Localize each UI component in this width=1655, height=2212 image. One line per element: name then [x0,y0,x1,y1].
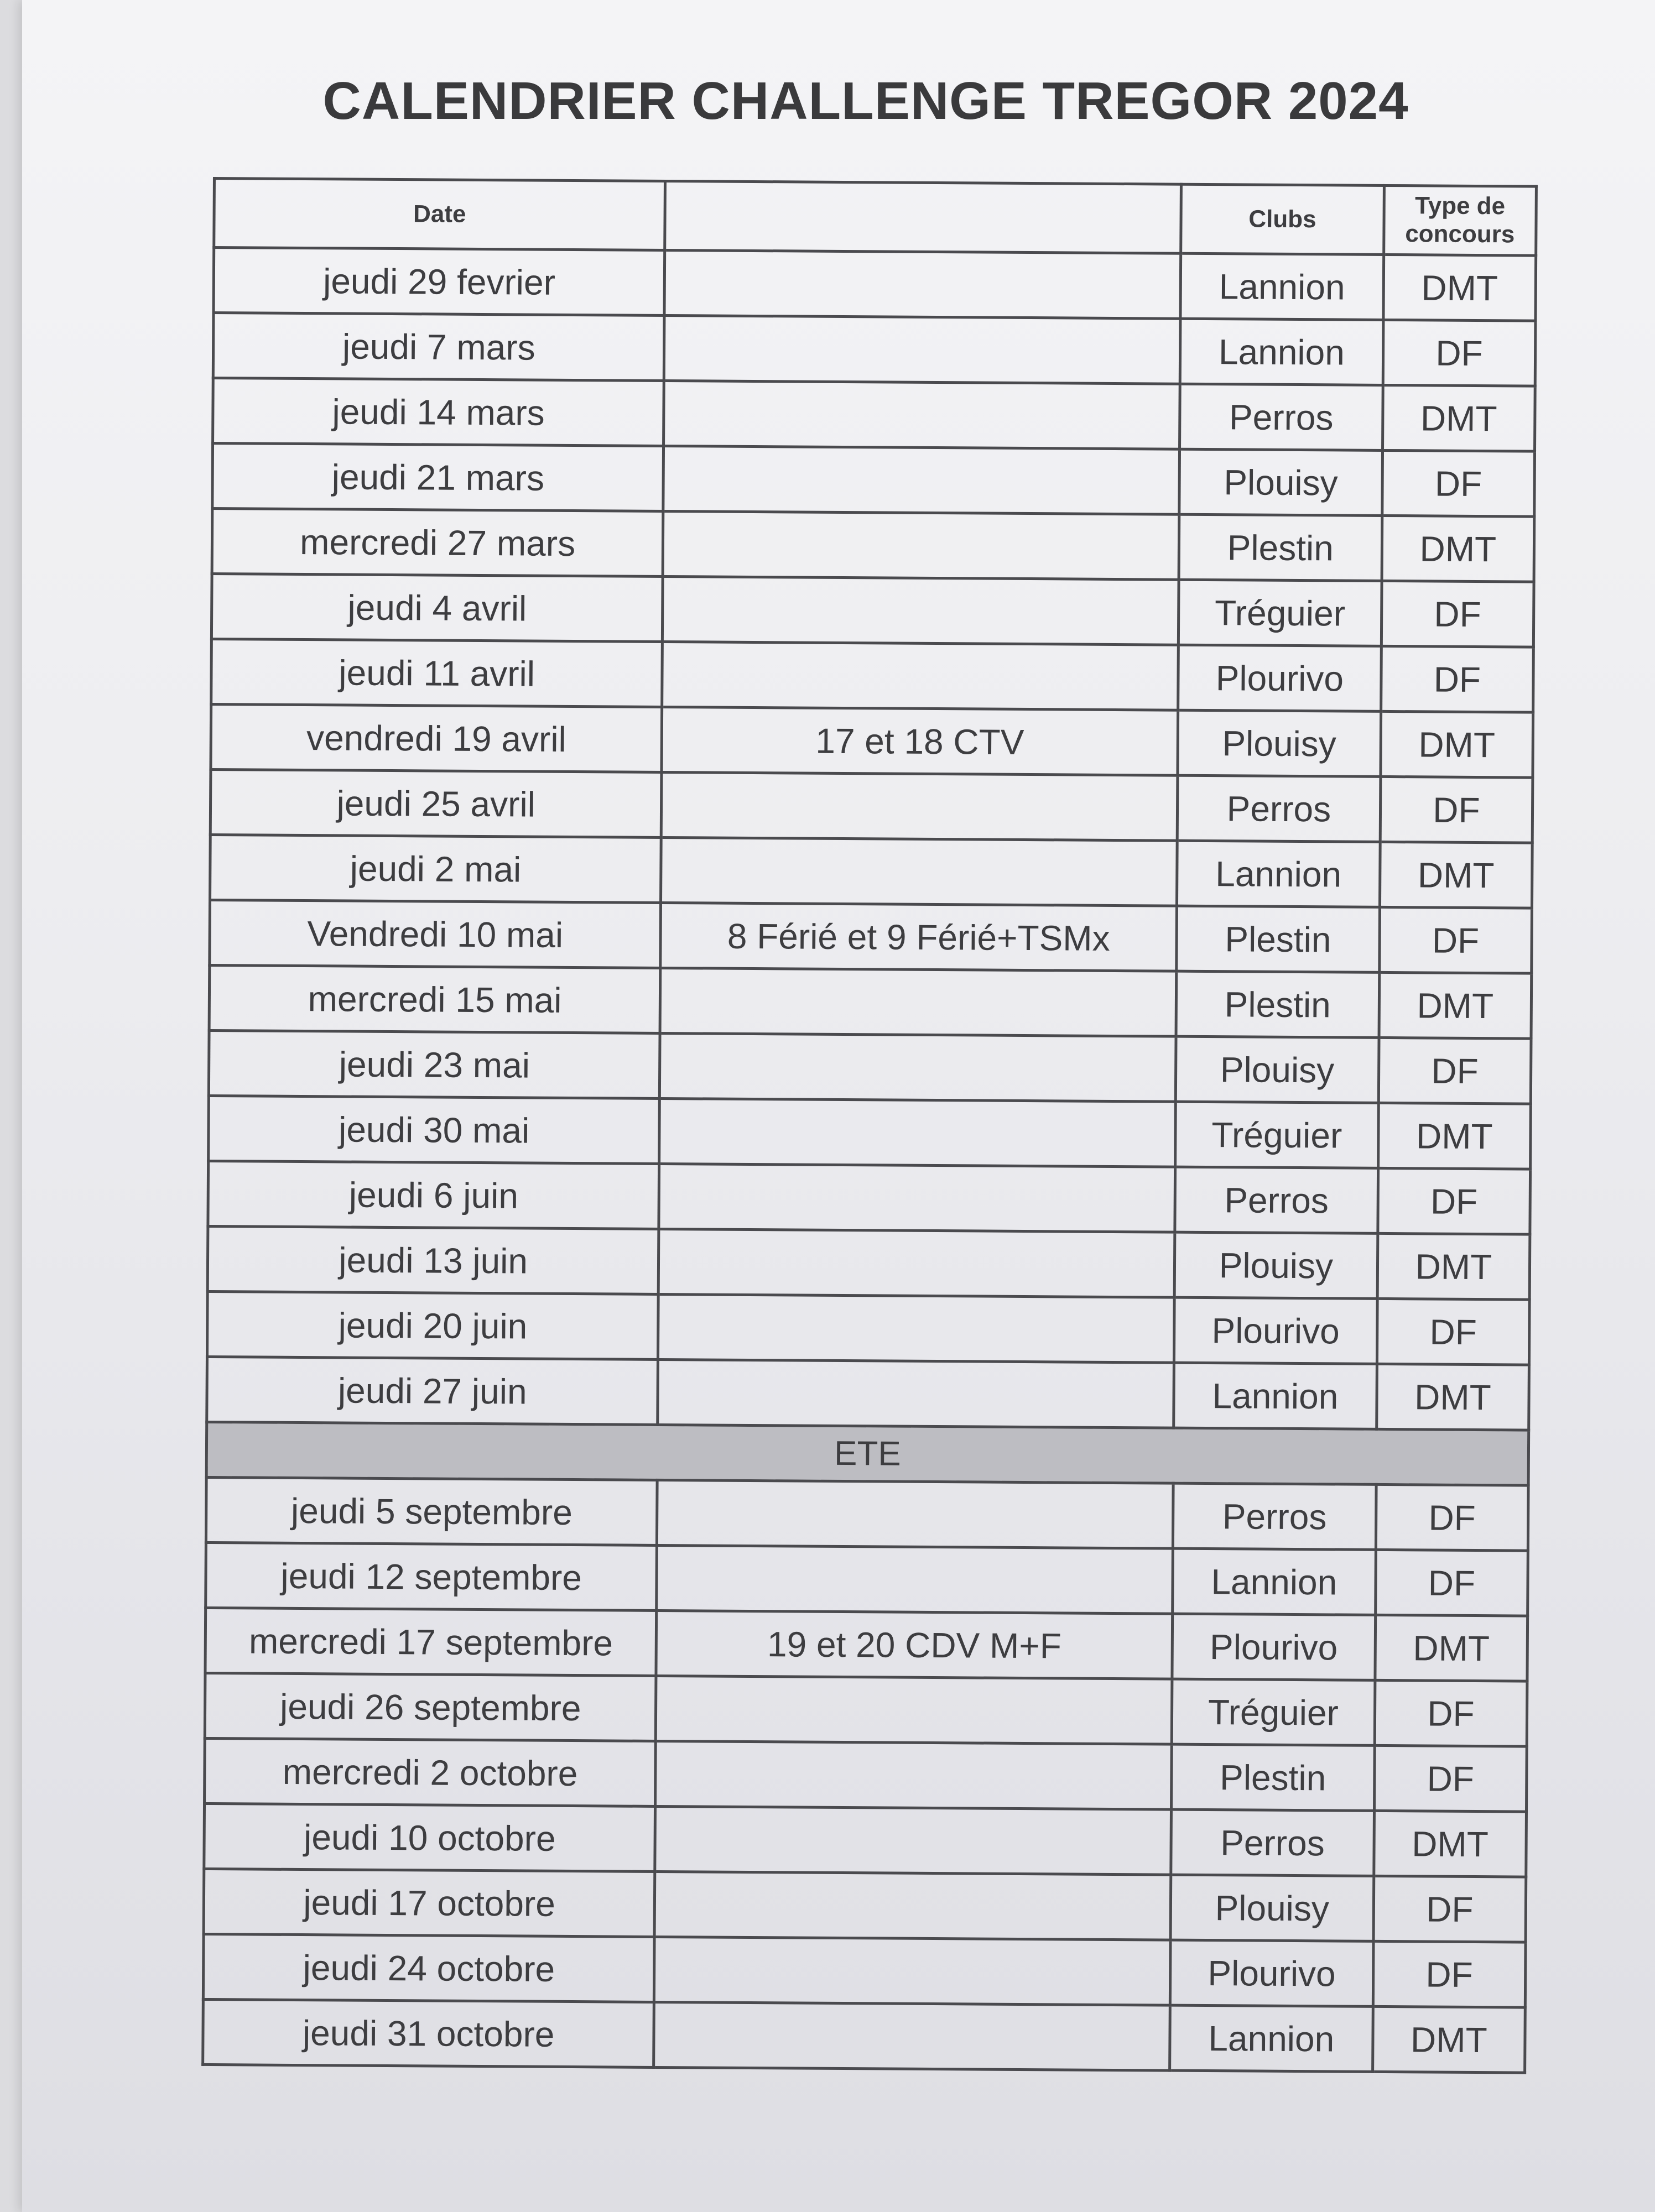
cell-club: Plourivo [1172,1614,1376,1680]
cell-note [658,1359,1174,1428]
cell-date: jeudi 12 septembre [206,1542,657,1610]
calendar-body [203,248,1536,2073]
cell-note [657,1545,1173,1614]
cell-club: Plouisy [1170,1875,1374,1941]
table-row [209,1030,1531,1104]
cell-type: DF [1378,1037,1531,1104]
cell-club: Perros [1173,1483,1376,1550]
cell-date: jeudi 31 octobre [203,1999,654,2067]
cell-club: Lannion [1180,319,1383,385]
table-row [206,1477,1528,1551]
cell-club: Plouisy [1178,710,1381,776]
cell-note [659,1098,1175,1167]
cell-date: jeudi 20 juin [207,1291,658,1359]
cell-note [664,315,1180,384]
cell-date: jeudi 7 mars [213,313,664,381]
cell-date: mercredi 27 mars [212,509,663,577]
table-row [206,1542,1528,1616]
cell-club: Plouisy [1175,1036,1379,1103]
cell-note [659,1164,1175,1232]
table-row [205,1608,1528,1681]
table-row [211,639,1534,712]
cell-type: DF [1373,1876,1526,1942]
cell-date: jeudi 6 juin [208,1161,659,1229]
cell-date: mercredi 15 mai [209,965,660,1033]
cell-note [663,446,1179,514]
table-row [211,574,1534,648]
cell-club: Lannion [1180,253,1384,320]
table-row [208,1161,1531,1234]
cell-date: mercredi 17 septembre [205,1608,657,1676]
cell-date: jeudi 29 fevrier [214,248,665,316]
table-row [214,248,1536,321]
cell-type: DF [1381,581,1534,647]
table-row [210,900,1532,973]
cell-club: Plestin [1177,906,1380,972]
table-row [205,1673,1527,1746]
cell-club: Plourivo [1178,645,1382,711]
cell-type: DMT [1381,711,1533,778]
cell-note [656,1676,1172,1744]
cell-club: Plestin [1176,971,1380,1037]
cell-club: Plourivo [1174,1297,1377,1364]
cell-note: 19 et 20 CDV M+F [656,1610,1172,1679]
cell-type: DF [1378,1168,1531,1234]
section-row-summer [206,1422,1529,1485]
cell-club: Perros [1177,775,1381,842]
cell-date: jeudi 24 octobre [203,1934,654,2002]
table-row [213,378,1536,452]
cell-date: mercredi 2 octobre [205,1738,656,1806]
cell-type: DMT [1378,1103,1531,1169]
cell-note [658,1294,1174,1363]
cell-date: jeudi 26 septembre [205,1673,656,1741]
cell-note [662,641,1178,710]
cell-type: DMT [1380,842,1532,908]
cell-club: Lannion [1177,841,1380,907]
page-title: CALENDRIER CHALLENGE TREGOR 2024 [322,71,1409,131]
cell-date: jeudi 4 avril [211,574,663,642]
cell-date: vendredi 19 avril [211,704,662,772]
cell-type: DF [1380,776,1533,843]
cell-note [662,772,1178,841]
cell-note [654,1871,1170,1940]
cell-type: DMT [1382,385,1535,451]
cell-date: jeudi 10 octobre [204,1803,655,1871]
cell-type: DF [1382,450,1535,517]
paper-sheet [22,0,1655,2212]
table-row [212,444,1535,517]
cell-type: DF [1375,1680,1527,1746]
cell-note [661,837,1177,906]
cell-type: DMT [1372,2006,1525,2073]
table-row [210,769,1533,843]
header-row [214,179,1537,256]
section-label: ETE [206,1422,1529,1485]
cell-note [654,1937,1170,2005]
cell-club: Lannion [1170,2005,1373,2072]
cell-note: 17 et 18 CTV [662,707,1178,775]
table-row [205,1738,1527,1812]
cell-note [663,511,1179,580]
cell-club: Perros [1179,384,1383,450]
cell-club: Perros [1171,1809,1375,1876]
cell-type: DF [1376,1484,1528,1551]
table-row [204,1803,1527,1877]
cell-date: jeudi 27 juin [207,1357,658,1425]
cell-date: jeudi 2 mai [210,834,662,902]
cell-note: 8 Férié et 9 Férié+TSMx [660,902,1177,971]
cell-type: DF [1381,646,1533,712]
header-note [665,181,1181,253]
cell-note [664,250,1180,319]
cell-type: DF [1377,1298,1529,1365]
table-row [207,1291,1529,1365]
calendar-table [201,177,1538,2074]
cell-date: jeudi 14 mars [213,378,664,446]
table-row [213,313,1536,387]
cell-note [664,380,1180,449]
cell-note [660,1033,1176,1102]
table-row [209,1095,1531,1169]
cell-date: jeudi 23 mai [209,1030,660,1098]
cell-note [657,1480,1173,1548]
cell-type: DMT [1383,254,1536,321]
cell-club: Plouisy [1179,449,1383,515]
calendar-sheet [201,177,1538,2074]
cell-club: Lannion [1174,1363,1377,1429]
cell-type: DMT [1375,1615,1528,1681]
cell-type: DMT [1379,972,1532,1039]
cell-type: DF [1374,1745,1527,1812]
cell-date: jeudi 5 septembre [206,1477,657,1545]
table-row [203,1999,1526,2073]
cell-date: Vendredi 10 mai [210,900,661,968]
cell-note [659,1229,1175,1297]
cell-date: jeudi 30 mai [209,1095,660,1164]
cell-type: DMT [1377,1364,1529,1430]
table-row [212,509,1534,582]
header-date: Date [214,179,665,251]
table-row [207,1226,1530,1300]
header-type: Type de concours [1383,185,1536,255]
cell-type: DMT [1374,1811,1527,1877]
table-row [209,965,1532,1039]
cell-club: Plourivo [1170,1940,1373,2006]
table-row [204,1869,1526,1942]
cell-note [663,576,1179,645]
cell-club: Tréguier [1172,1679,1375,1745]
cell-date: jeudi 17 octobre [204,1869,655,1937]
header-clubs: Clubs [1181,184,1385,254]
cell-club: Plestin [1179,514,1382,581]
cell-type: DF [1383,320,1536,386]
table-row [203,1934,1526,2007]
cell-club: Perros [1175,1167,1378,1233]
cell-date: jeudi 11 avril [211,639,663,707]
cell-type: DF [1375,1550,1528,1616]
cell-date: jeudi 25 avril [210,769,662,837]
table-row [210,834,1533,908]
cell-date: jeudi 13 juin [207,1226,659,1294]
cell-note [655,1741,1172,1809]
cell-club: Lannion [1173,1548,1376,1615]
table-row [211,704,1533,778]
cell-type: DF [1380,907,1532,973]
cell-club: Plestin [1171,1744,1375,1811]
cell-note [655,1806,1171,1875]
cell-club: Plouisy [1174,1232,1378,1298]
cell-note [654,2002,1170,2070]
cell-note [660,968,1176,1036]
cell-type: DF [1373,1941,1526,2007]
cell-type: DMT [1382,515,1534,582]
cell-club: Tréguier [1175,1102,1378,1168]
cell-type: DMT [1377,1233,1530,1300]
cell-date: jeudi 21 mars [212,444,664,512]
cell-club: Tréguier [1178,580,1382,646]
table-row [207,1357,1529,1430]
